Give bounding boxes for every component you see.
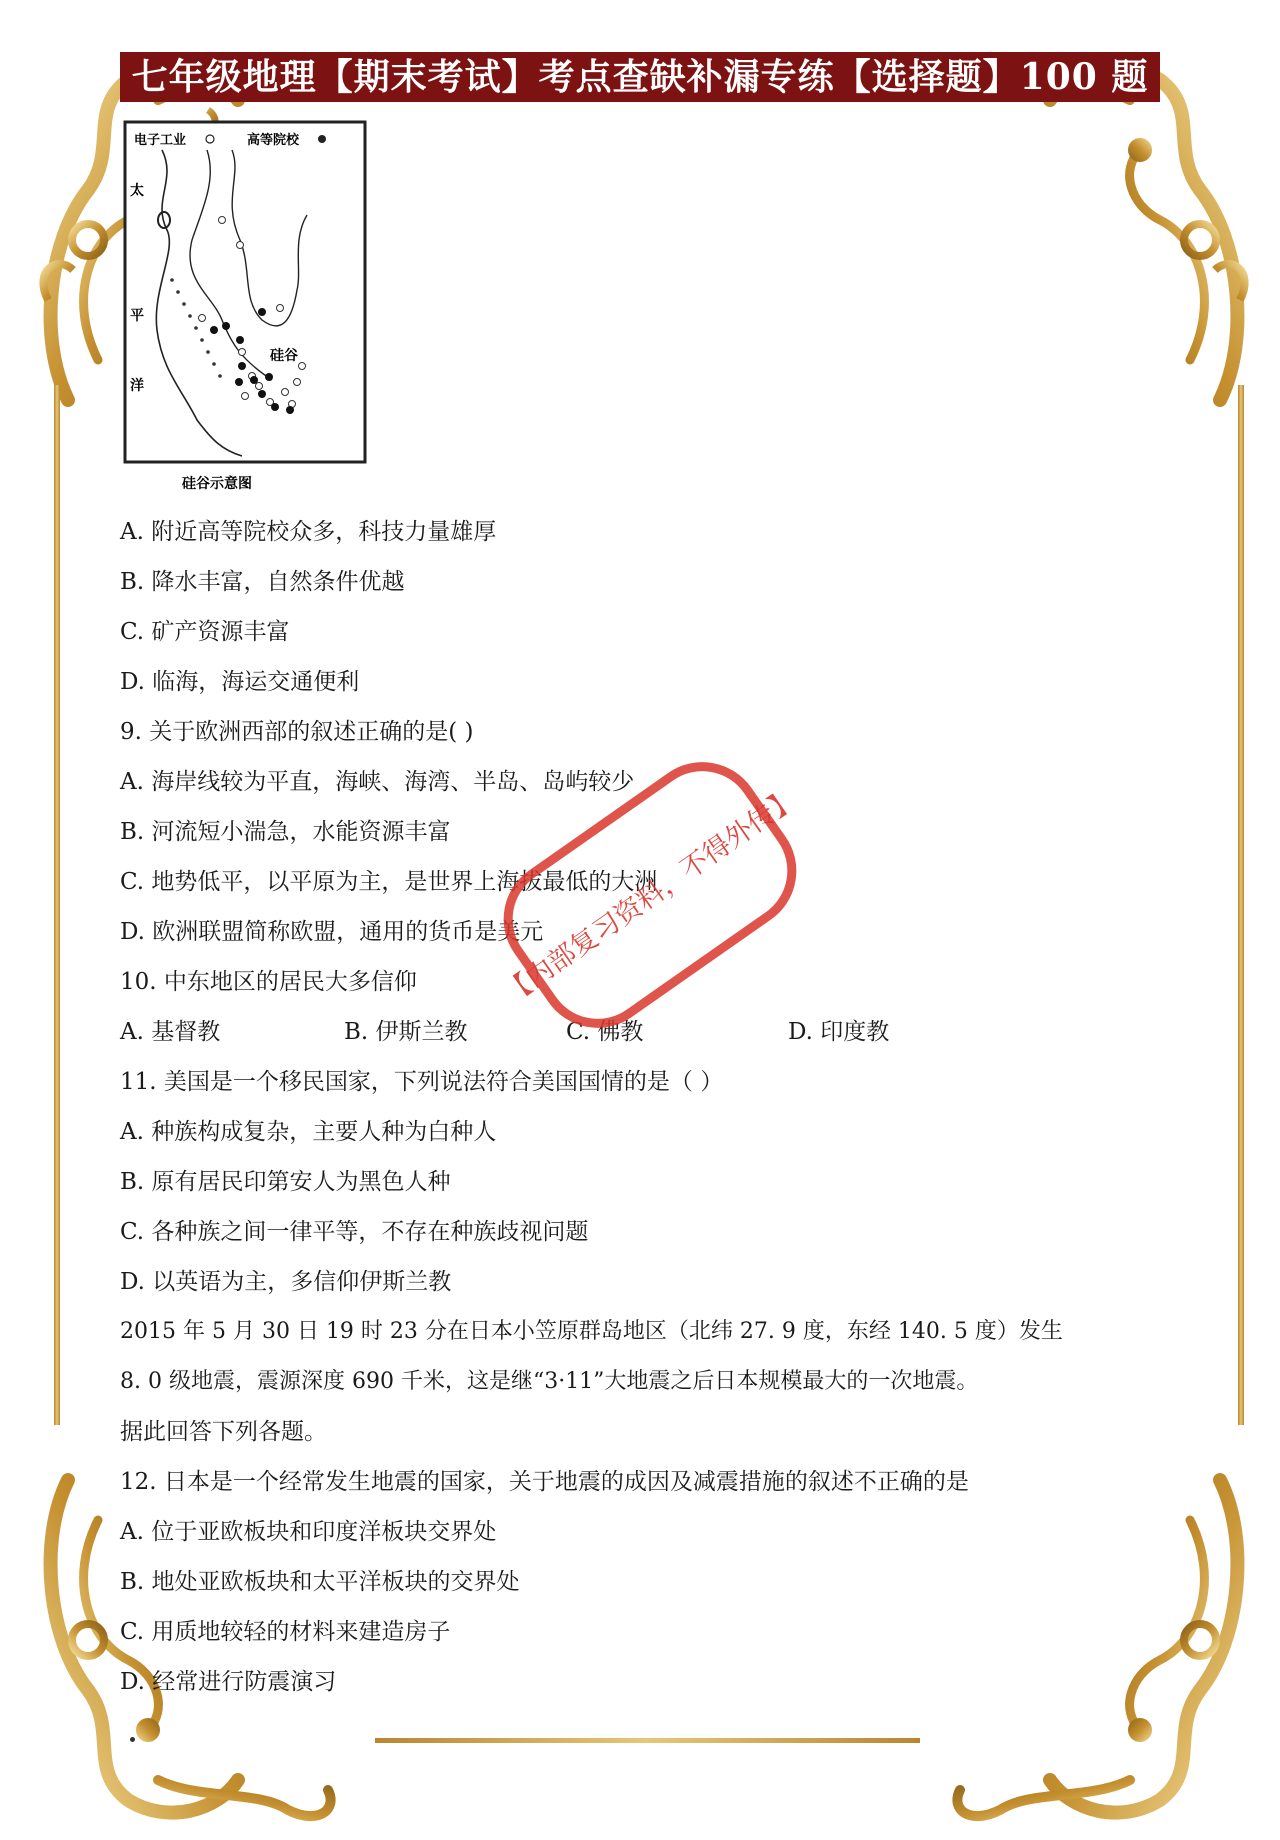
- q11-option-a: A. 种族构成复杂，主要人种为白种人: [120, 1119, 497, 1145]
- frame-border-bottom: [375, 1738, 920, 1743]
- passage-line-3: 据此回答下列各题。: [120, 1419, 327, 1445]
- q9-option-d: D. 欧洲联盟简称欧盟，通用的货币是美元: [120, 919, 544, 945]
- q10-option-a: A. 基督教: [120, 1019, 221, 1045]
- map-caption: 硅谷示意图: [182, 476, 252, 492]
- q11-option-c: C. 各种族之间一律平等，不存在种族歧视问题: [120, 1219, 589, 1245]
- legend-electronics-label: 电子工业: [134, 133, 187, 148]
- passage-line-2: 8. 0 级地震，震源深度 690 千米，这是继“3·11”大地震之后日本规模最大的一次地震。: [120, 1369, 979, 1394]
- passage-line-1: 2015 年 5 月 30 日 19 时 23 分在日本小笠原群岛地区（北纬 27. 9 度，东经 140. 5 度）发生: [120, 1319, 1063, 1344]
- q8-option-b: B. 降水丰富，自然条件优越: [120, 569, 405, 595]
- ocean-label-2: 平: [130, 308, 144, 324]
- q10-option-c: C. 佛教: [566, 1019, 644, 1045]
- q12-option-a: A. 位于亚欧板块和印度洋板块交界处: [120, 1519, 497, 1545]
- bullet-dot: [130, 1737, 135, 1742]
- q12-option-d: D. 经常进行防震演习: [120, 1669, 337, 1695]
- silicon-valley-map: [122, 120, 372, 500]
- frame-border-right: [1238, 385, 1244, 1425]
- ocean-label-1: 太: [130, 183, 144, 199]
- q11-option-b: B. 原有居民印第安人为黑色人种: [120, 1169, 451, 1195]
- q10-option-b: B. 伊斯兰教: [344, 1019, 468, 1045]
- q9-stem: 9. 关于欧洲西部的叙述正确的是( ): [120, 719, 474, 745]
- legend-solid-circle-icon: [318, 135, 326, 143]
- q8-option-d: D. 临海，海运交通便利: [120, 669, 360, 695]
- legend-hollow-circle-icon: [206, 135, 214, 143]
- q8-option-a: A. 附近高等院校众多，科技力量雄厚: [120, 519, 497, 545]
- q12-option-c: C. 用质地较轻的材料来建造房子: [120, 1619, 451, 1645]
- q9-option-c: C. 地势低平，以平原为主，是世界上海拔最低的大洲: [120, 869, 658, 895]
- q9-option-b: B. 河流短小湍急，水能资源丰富: [120, 819, 451, 845]
- ocean-label-3: 洋: [130, 378, 144, 394]
- q11-stem: 11. 美国是一个移民国家，下列说法符合美国国情的是（ ）: [120, 1069, 724, 1095]
- q11-option-d: D. 以英语为主，多信仰伊斯兰教: [120, 1269, 452, 1295]
- page-title: 七年级地理【期末考试】考点查缺补漏专练【选择题】100 题: [120, 52, 1160, 102]
- internal-material-stamp: [470, 735, 830, 1055]
- legend-university-label: 高等院校: [247, 133, 300, 148]
- q12-stem: 12. 日本是一个经常发生地震的国家，关于地震的成因及减震措施的叙述不正确的是: [120, 1469, 969, 1495]
- q8-option-c: C. 矿产资源丰富: [120, 619, 290, 645]
- q12-option-b: B. 地处亚欧板块和太平洋板块的交界处: [120, 1569, 520, 1595]
- place-label: 硅谷: [270, 348, 298, 364]
- gold-scroll-ornament-icon: [930, 1460, 1260, 1840]
- stamp-text: 【内部复习资料，不得外传】: [498, 782, 804, 1010]
- q10-option-d: D. 印度教: [788, 1019, 890, 1045]
- q9-option-a: A. 海岸线较为平直，海峡、海湾、半岛、岛屿较少: [120, 769, 635, 795]
- q10-stem: 10. 中东地区的居民大多信仰: [120, 969, 417, 995]
- frame-border-left: [54, 385, 60, 1425]
